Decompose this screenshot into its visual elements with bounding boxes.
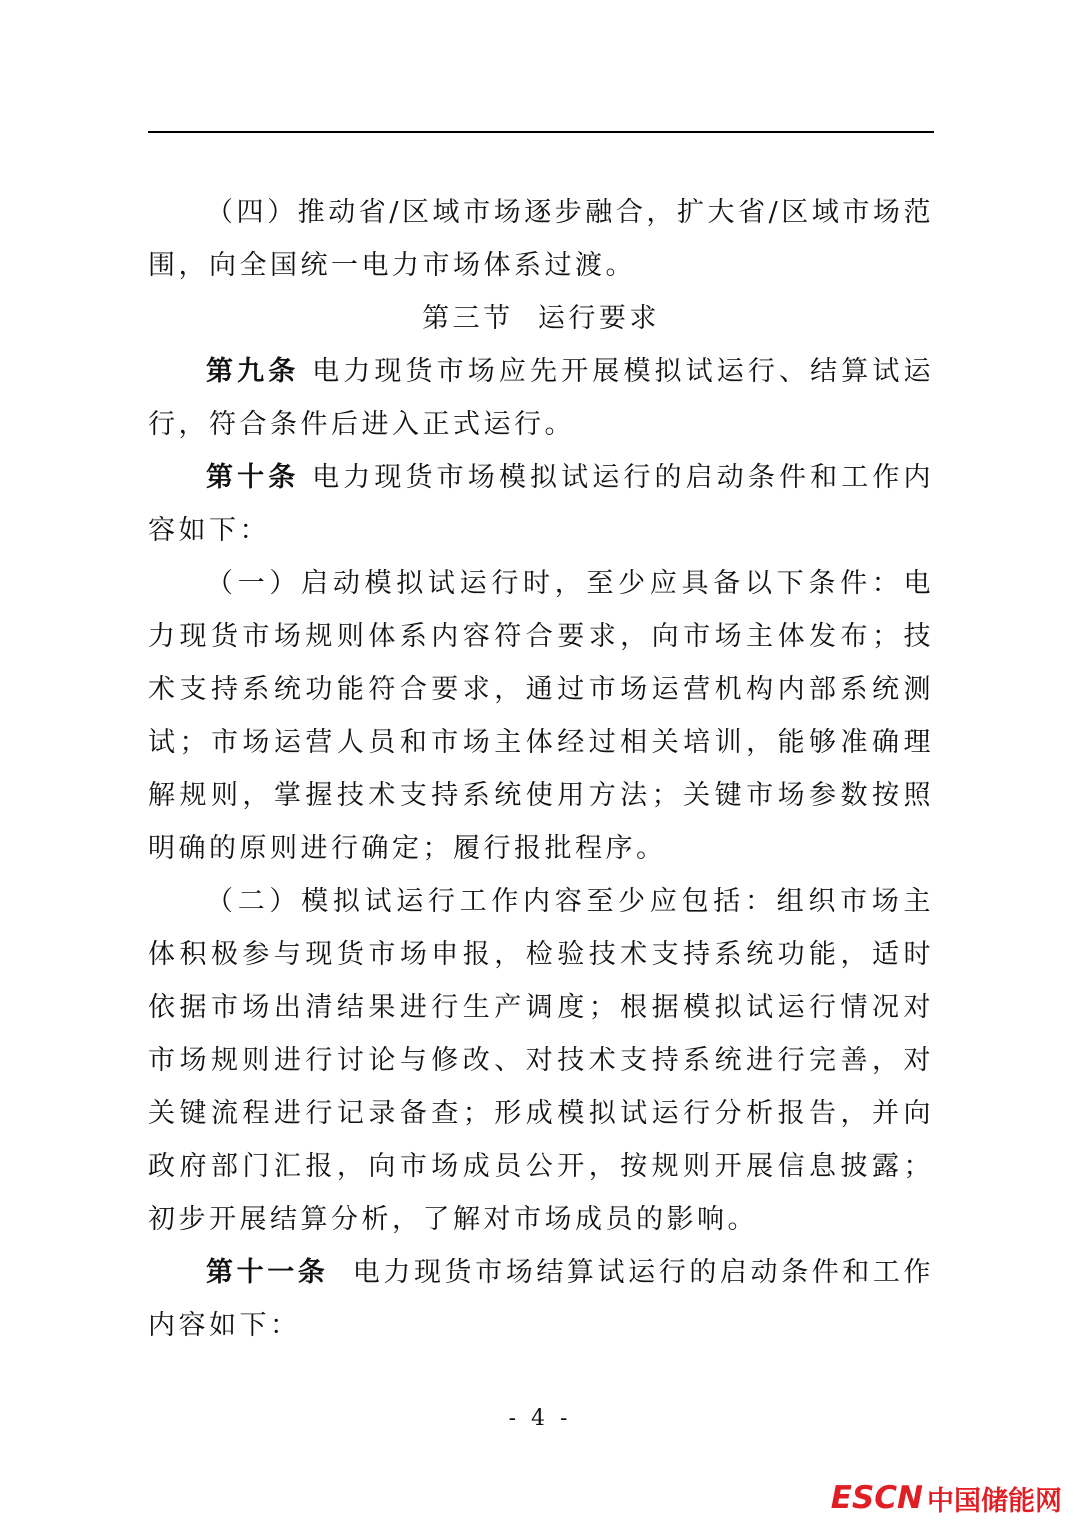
article-label: 第九条 [206, 356, 300, 387]
paragraph-item-two [148, 875, 934, 1246]
section-title-text: 第三节 运行要求 [422, 303, 660, 334]
article-label: 第十条 [206, 462, 300, 493]
article-label: 第十一条 [206, 1257, 329, 1288]
article-text: 电力现货市场结算试运行的启动条件和工作内容如下： [148, 1257, 934, 1341]
header-rule [148, 131, 934, 133]
article-text: 电力现货市场模拟试运行的启动条件和工作内容如下： [148, 462, 934, 546]
page-number: - 4 - [508, 1406, 572, 1431]
article-ten [148, 451, 934, 557]
document-body [148, 186, 934, 1352]
paragraph-text: （四）推动省/区域市场逐步融合，扩大省/区域市场范围，向全国统一电力市场体系过渡。 [148, 197, 934, 281]
article-text: 电力现货市场应先开展模拟试运行、结算试运行，符合条件后进入正式运行。 [148, 356, 934, 440]
escn-watermark-logo [831, 1478, 1062, 1518]
watermark-latin: ESCN [830, 1480, 923, 1516]
article-eleven [148, 1246, 934, 1352]
article-nine [148, 345, 934, 451]
paragraph-text: （二）模拟试运行工作内容至少应包括：组织市场主体积极参与现货市场申报，检验技术支持系统功能，适时依据市场出清结果进行生产调度；根据模拟试运行情况对市场规则进行讨论与修改、对技术支持系统进行完善，对关键流程进行记录备查；形成模拟试运行分析报告，并向政府部门汇报，向市场成员公开，按规则开展信息披露；初步开展结算分析，了解对市场成员的影响。 [148, 886, 934, 1235]
paragraph-item-four [148, 186, 934, 292]
paragraph-text: （一）启动模拟试运行时，至少应具备以下条件：电力现货市场规则体系内容符合要求，向市场主体发布；技术支持系统功能符合要求，通过市场运营机构内部系统测试；市场运营人员和市场主体经过相关培训，能够准确理解规则，掌握技术支持系统使用方法；关键市场参数按照明确的原则进行确定；履行报批程序。 [148, 568, 934, 864]
section-title [148, 292, 934, 345]
paragraph-item-one [148, 557, 934, 875]
watermark-chinese: 中国储能网 [927, 1485, 1062, 1517]
